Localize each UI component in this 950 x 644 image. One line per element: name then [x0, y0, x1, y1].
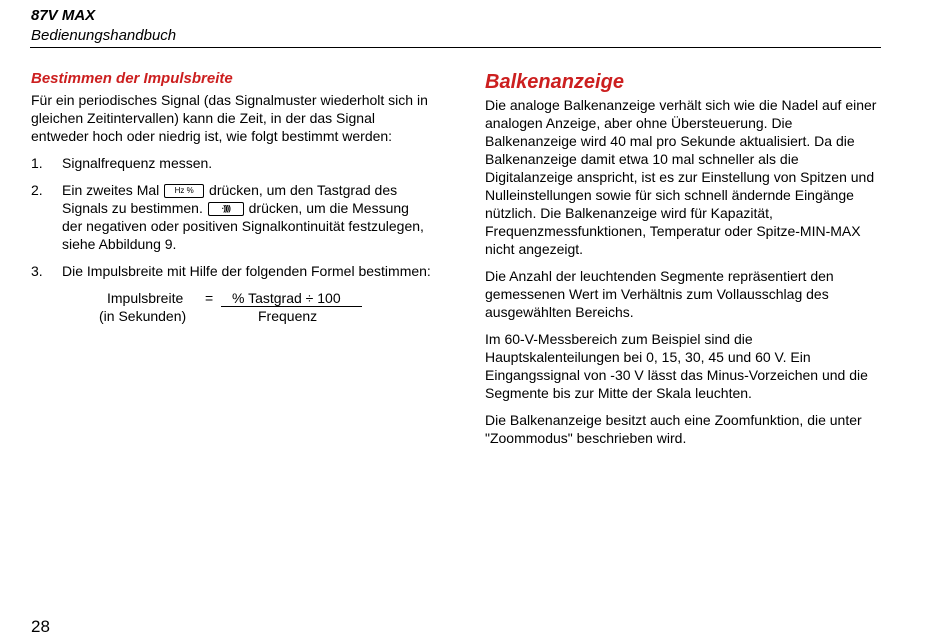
paragraph: Die Anzahl der leuchtenden Segmente repräsentiert den gemessenen Wert im Verhältnis zum Vollausschlag des ausgewählten Bereichs. [485, 268, 834, 320]
page-number: 28 [31, 617, 50, 636]
list-text: Signalfrequenz messen. [62, 155, 213, 171]
list-item [31, 154, 431, 172]
list-number: 3. [31, 263, 43, 279]
section-heading-pulse-width: Bestimmen der Impulsbreite [31, 70, 233, 87]
header-manual-title: Bedienungshandbuch [31, 27, 177, 44]
paragraph: Im 60-V-Messbereich zum Beispiel sind die Hauptskalenteilungen bei 0, 15, 30, 45 und 60 V. Ein Eingangssignal von -30 V lässt das Minus-Vorzeichen und die Segmente bis zur Mitte der Skala leuchten. [485, 331, 868, 401]
header-divider [30, 47, 881, 48]
list-item [31, 181, 431, 253]
list-number: 2. [31, 182, 43, 198]
hz-percent-key-icon: Hz % [164, 184, 204, 198]
paragraph: Die Balkenanzeige besitzt auch eine Zoomfunktion, die unter "Zoommodus" beschrieben wird. [485, 412, 862, 446]
formula-equals: = [205, 290, 214, 306]
list-text-part1: Ein zweites Mal [62, 182, 160, 198]
list-text-part3: drücken, um die Messung der negativen oder positiven Signalkontinuität festzulegen, siehe Abbildung 9. [62, 200, 424, 252]
intro-paragraph: Für ein periodisches Signal (das Signalmuster wiederholt sich in gleichen Zeitintervallen) kann die Zeit, in der das Signal entweder hoch oder niedrig ist, wie folgt bestimmt werden: [31, 92, 428, 144]
continuity-key-icon: ·)))) [208, 202, 244, 216]
list-text: Die Impulsbreite mit Hilfe der folgenden Formel bestimmen: [62, 263, 431, 279]
formula-lhs-line1: Impulsbreite [107, 290, 184, 306]
paragraph: Die analoge Balkenanzeige verhält sich wie die Nadel auf einer analogen Anzeige, aber ohne Übersteuerung. Die Balkenanzeige wird 40 mal pro Sekunde aktualisiert. Da die Balkenanzeige damit etwa 10 mal schneller als die Digitalanzeige anspricht, ist es zur Einstellung von Spitzen und Nulleinstellungen sowie für sich schnell ändernde Eingänge nützlich. Die Balkenanzeige wird für Kapazität, Frequenzmessfunktionen, Temperatur oder Spitze-MIN-MAX nicht angezeigt. [485, 97, 877, 257]
section-heading-bar-graph: Balkenanzeige [485, 71, 624, 93]
formula-lhs-line2: (in Sekunden) [99, 308, 187, 324]
formula-numerator: % Tastgrad ÷ 100 [232, 290, 341, 306]
header-product-name: 87V MAX [31, 7, 96, 24]
right-column [485, 70, 885, 456]
list-number: 1. [31, 155, 43, 171]
list-item [31, 262, 431, 280]
left-column [31, 70, 431, 329]
list-text-part2: drücken, um den Tastgrad des Signals zu bestimmen. [62, 182, 398, 216]
formula-denominator: Frequenz [258, 308, 318, 324]
pulse-width-formula [31, 289, 431, 329]
